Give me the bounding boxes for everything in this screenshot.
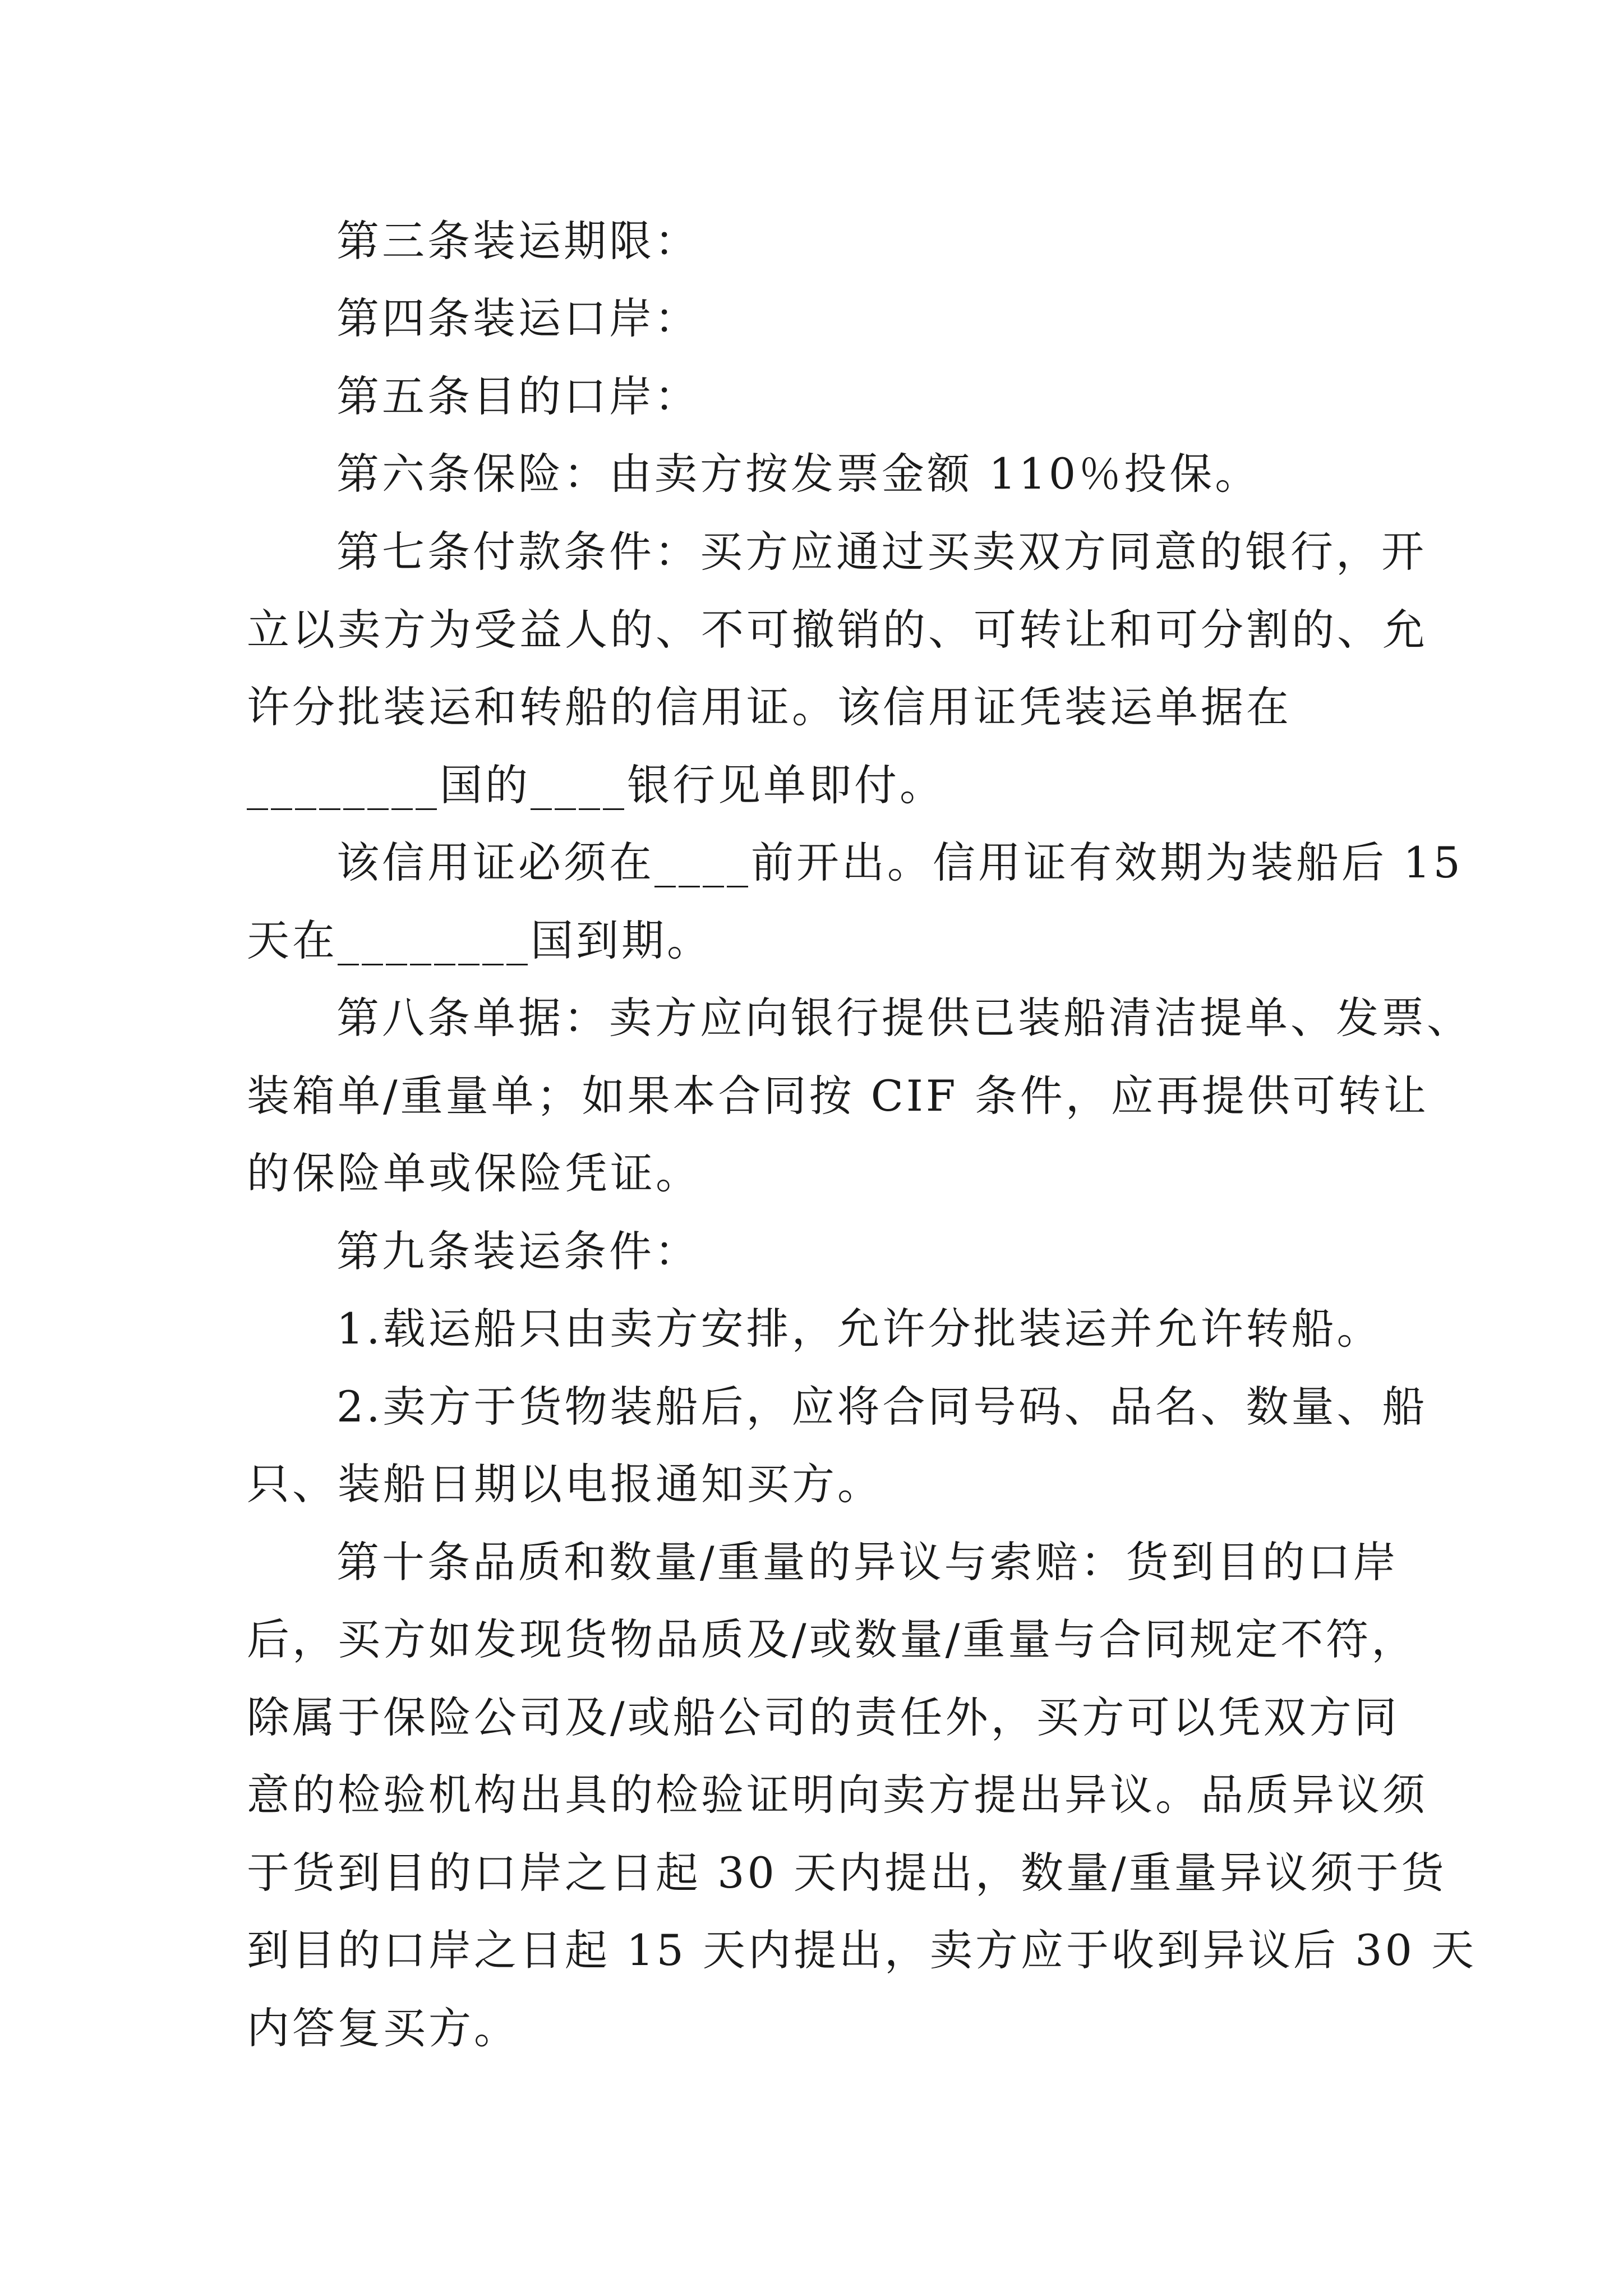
clause-8-documents-line-2: 装箱单/重量单；如果本合同按 CIF 条件，应再提供可转让 [247, 1071, 1429, 1121]
clause-10-claims-line-1: 第十条品质和数量/重量的异议与索赔：货到目的口岸 [336, 1537, 1399, 1587]
clause-9-item-2-line-2: 只、装船日期以电报通知买方。 [247, 1459, 883, 1509]
clause-9-item-2-line-1: 2.卖方于货物装船后，应将合同号码、品名、数量、船 [336, 1382, 1428, 1432]
clause-10-claims-line-7: 内答复买方。 [247, 2003, 519, 2053]
credit-validity-line-1: 该信用证必须在____前开出。信用证有效期为装船后 15 [336, 838, 1463, 887]
clause-7-payment-line-4: ________国的____银行见单即付。 [247, 760, 945, 810]
clause-9-shipment-terms: 第九条装运条件： [336, 1226, 700, 1276]
clause-7-payment-line-3: 许分批装运和转船的信用证。该信用证凭装运单据在 [247, 682, 1292, 732]
clause-4-port-of-loading: 第四条装运口岸： [336, 293, 700, 343]
clause-3-shipment-period: 第三条装运期限： [336, 216, 700, 266]
clause-10-claims-line-3: 除属于保险公司及/或船公司的责任外，买方可以凭双方同 [247, 1692, 1400, 1742]
clause-10-claims-line-2: 后，买方如发现货物品质及/或数量/重量与合同规定不符， [247, 1614, 1417, 1664]
clause-10-claims-line-6: 到目的口岸之日起 15 天内提出，卖方应于收到异议后 30 天 [247, 1925, 1477, 1975]
clause-8-documents-line-1: 第八条单据：卖方应向银行提供已装船清洁提单、发票、 [336, 993, 1472, 1043]
clause-6-insurance: 第六条保险：由卖方按发票金额 110％投保。 [336, 449, 1261, 499]
clause-8-documents-line-3: 的保险单或保险凭证。 [247, 1148, 701, 1198]
credit-validity-line-2: 天在________国到期。 [247, 915, 712, 965]
clause-7-payment-line-1: 第七条付款条件：买方应通过买卖双方同意的银行，开 [336, 527, 1427, 577]
clause-5-port-of-destination: 第五条目的口岸： [336, 371, 700, 421]
clause-9-item-1: 1.载运船只由卖方安排，允许分批装运并允许转船。 [336, 1304, 1382, 1354]
clause-10-claims-line-4: 意的检验机构出具的检验证明向卖方提出异议。品质异议须 [247, 1770, 1428, 1820]
clause-10-claims-line-5: 于货到目的口岸之日起 30 天内提出，数量/重量异议须于货 [247, 1848, 1447, 1898]
clause-7-payment-line-2: 立以卖方为受益人的、不可撤销的、可转让和可分割的、允 [247, 605, 1428, 655]
